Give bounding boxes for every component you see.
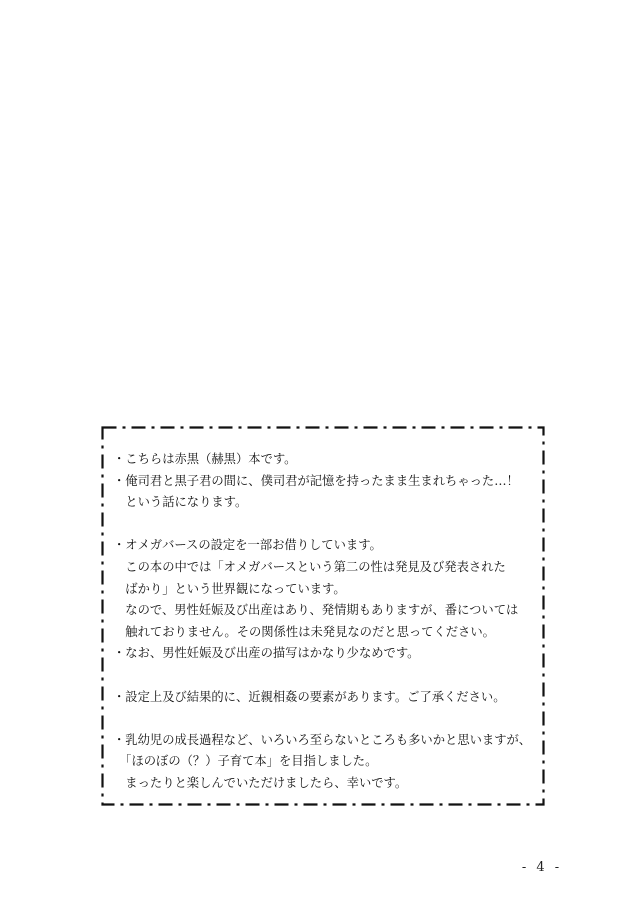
notice-line: なので、男性妊娠及び出産はあり、発情期もありますが、番については — [113, 603, 519, 618]
paragraph-spacer — [113, 708, 541, 730]
notice-line: ばかり」という世界観になっています。 — [113, 581, 346, 596]
notice-body — [113, 449, 541, 795]
notice-paragraph-3 — [113, 687, 541, 709]
paragraph-spacer — [113, 665, 541, 687]
notice-line: まったりと楽しんでいただけましたら、幸いです。 — [113, 775, 408, 790]
notice-line: ・乳幼児の成長過程など、いろいろ至らないところも多いかと思いますが、 — [113, 732, 532, 747]
notice-line: 触れておりません。その関係性は未発見なのだと思ってください。 — [113, 624, 495, 639]
notice-paragraph-1 — [113, 449, 541, 514]
notice-line: ・俺司君と黒子君の間に、僕司君が記憶を持ったまま生まれちゃった…！ — [113, 473, 519, 488]
notice-paragraph-2 — [113, 535, 541, 665]
notice-line: ・こちらは赤黒（赫黒）本です。 — [113, 452, 297, 466]
notice-line: この本の中では「オメガバースという第二の性は発見及び発表された — [113, 559, 506, 574]
notice-line: ・なお、男性妊娠及び出産の描写はかなり少なめです。 — [113, 646, 420, 661]
notice-line: ・設定上及び結果的に、近親相姦の要素があります。ご了承ください。 — [113, 689, 506, 704]
notice-frame — [101, 426, 545, 806]
page-number: - 4 - — [521, 860, 563, 875]
notice-line: という話になります。 — [113, 495, 248, 510]
notice-line: ・オメガバースの設定を一部お借りしています。 — [113, 538, 382, 553]
paragraph-spacer — [113, 514, 541, 536]
notice-line: 「ほのぼの（？）子育て本」を目指しました。 — [113, 754, 378, 769]
notice-paragraph-4 — [113, 730, 541, 795]
